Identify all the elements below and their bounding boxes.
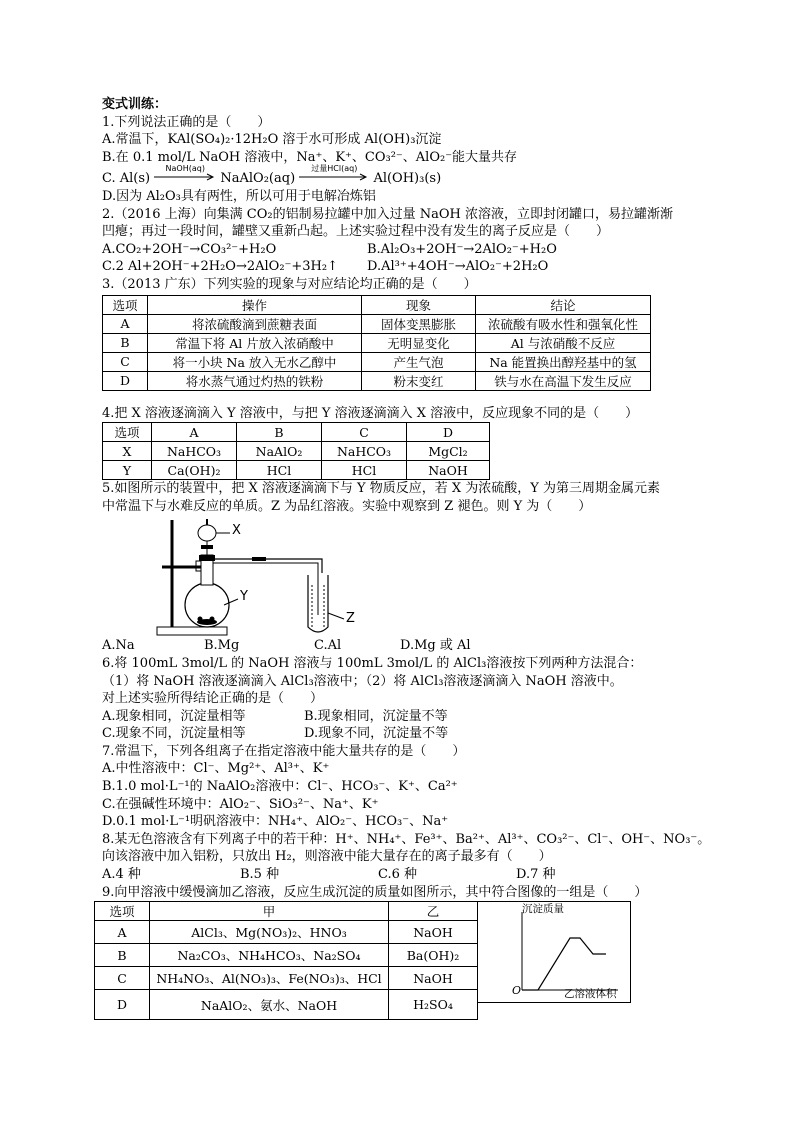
q1-c-post: Al(OH)₃(s) [373, 171, 442, 187]
table-cell: NaOH [407, 461, 490, 480]
q2-options-row2 [102, 258, 702, 276]
table-cell: NaHCO₃ [152, 442, 237, 461]
reaction-arrow-2 [299, 164, 369, 188]
q6-option-c: C.现象不同，沉淀量相等 [102, 726, 246, 742]
table-cell: Na₂CO₃、NH₄HCO₃、Na₂SO₄ [150, 944, 389, 967]
q2-option-d: D.Al³⁺+4OH⁻→AlO₂⁻+2H₂O [367, 259, 549, 275]
q7-option-b: B.1.0 mol·L⁻¹的 NaAlO₂溶液中：Cl⁻、HCO₃⁻、K⁺、Ca²⁺ [102, 779, 458, 795]
table-cell: NH₄NO₃、Al(NO₃)₃、Fe(NO₃)₃、HCl [150, 967, 389, 990]
table-cell: C [103, 352, 148, 371]
table-cell: 无明显变化 [362, 333, 476, 352]
q7-stem: 7.常温下，下列各组离子在指定溶液中能大量共存的是（ ） [102, 743, 466, 759]
q5-option-d: D.Mg 或 Al [400, 638, 471, 654]
table-header-row [103, 295, 651, 314]
label-x: X [232, 523, 241, 539]
q5-option-b: B.Mg [204, 638, 240, 654]
table-cell: H₂SO₄ [389, 990, 478, 1020]
table-header-cell: 结论 [476, 295, 651, 314]
table-cell: 将水蒸气通过灼热的铁粉 [148, 371, 362, 390]
q3-table [102, 295, 651, 391]
table-cell: 产生气泡 [362, 352, 476, 371]
table-cell: Y [103, 461, 152, 480]
table-cell: NaOH [389, 921, 478, 944]
table-cell: 将浓硫酸滴到蔗糖表面 [148, 314, 362, 333]
table-header-cell: 操作 [148, 295, 362, 314]
graph-origin: O [512, 984, 522, 998]
q5-option-a: A.Na [102, 638, 135, 654]
q6-options-row1 [102, 708, 702, 726]
worksheet [102, 96, 711, 1020]
table-header-cell: D [407, 423, 490, 442]
table-cell: NaOH [389, 967, 478, 990]
q2-option-c: C.2 Al+2OH⁻+2H₂O→2AlO₂⁻+3H₂↑ [102, 259, 338, 275]
label-y: Y [240, 589, 248, 605]
q8-stem-line1: 8.某无色溶液含有下列离子中的若干种：H⁺、NH₄⁺、Fe³⁺、Ba²⁺、Al³⁺、CO₃²⁻、Cl⁻、OH⁻、NO₃⁻。 [102, 831, 711, 847]
table-cell: 粉末变红 [362, 371, 476, 390]
table-header-cell: 选项 [103, 295, 148, 314]
q6-options-row2 [102, 725, 702, 743]
table-header-cell: 选项 [95, 902, 150, 921]
q1-c-mid: NaAlO₂(aq) [220, 171, 296, 187]
apparatus-figure [152, 515, 402, 637]
apparatus-diagram [152, 515, 402, 637]
q2-option-a: A.CO₂+2OH⁻→CO₃²⁻+H₂O [102, 241, 277, 257]
q1-option-b: B.在 0.1 mol/L NaOH 溶液中，Na⁺、K⁺、CO₃²⁻、AlO₂⁻能大量共存 [102, 149, 518, 165]
q2-stem-line1: 2.（2016 上海）向集满 CO₂的铝制易拉罐中加入过量 NaOH 浓溶液，立即封闭罐口，易拉罐渐渐 [102, 206, 673, 222]
table-cell: 将一小块 Na 放入无水乙醇中 [148, 352, 362, 371]
table-header-cell: 乙 [389, 902, 478, 921]
table-cell: AlCl₃、Mg(NO₃)₂、HNO₃ [150, 921, 389, 944]
q9-stem: 9.向甲溶液中缓慢滴加乙溶液，反应生成沉淀的质量如图所示，其中符合图像的一组是（ ） [102, 884, 648, 900]
q8-option-d: D.7 种 [516, 867, 556, 883]
table-cell: X [103, 442, 152, 461]
q2-option-b: B.Al₂O₃+2OH⁻→2AlO₂⁻+H₂O [367, 241, 557, 257]
table-header-cell: A [152, 423, 237, 442]
table-row [95, 967, 478, 990]
q1-option-a: A.常温下，KAl(SO₄)₂·12H₂O 溶于水可形成 Al(OH)₃沉淀 [102, 132, 442, 148]
table-cell: B [103, 333, 148, 352]
table-cell: NaAlO₂ [237, 442, 322, 461]
q9-content [94, 901, 702, 1020]
table-header-cell: 选项 [103, 423, 152, 442]
q5-stem-line1: 5.如图所示的装置中，把 X 溶液逐滴滴下与 Y 物质反应，若 X 为浓硫酸，Y 为第三周期金属元素 [102, 481, 661, 497]
table-cell: A [95, 921, 150, 944]
table-cell: 固体变黑膨胀 [362, 314, 476, 333]
q7-option-c: C.在强碱性环境中：AlO₂⁻、SiO₃²⁻、Na⁺、K⁺ [102, 796, 379, 812]
table-cell: MgCl₂ [407, 442, 490, 461]
graph-y-label: 沉淀质量 [522, 903, 564, 916]
q6-option-a: A.现象相同，沉淀量相等 [102, 708, 246, 724]
graph-x-label: 乙溶液体积 [564, 988, 617, 1001]
table-header-row [103, 423, 490, 442]
table-header-row [95, 902, 478, 921]
table-row [103, 333, 651, 352]
section-title: 变式训练： [102, 97, 168, 112]
table-cell: C [95, 967, 150, 990]
q9-table [94, 901, 478, 1020]
table-cell: D [95, 990, 150, 1020]
q6-stem-line2: （1）将 NaOH 溶液逐滴滴入 AlCl₃溶液中；（2）将 AlCl₃溶液逐滴滴入 NaOH 溶液中。 [102, 673, 623, 689]
q7-option-d: D.0.1 mol·L⁻¹明矾溶液中：NH₄⁺、AlO₂⁻、HCO₃⁻、Na⁺ [102, 814, 449, 830]
table-header-cell: 现象 [362, 295, 476, 314]
table-row [103, 352, 651, 371]
q1-option-c [102, 164, 702, 188]
q6-option-b: B.现象相同，沉淀量不等 [304, 708, 448, 724]
table-cell: Ca(OH)₂ [152, 461, 237, 480]
table-cell: NaAlO₂、氨水、NaOH [150, 990, 389, 1020]
arrow-2-label: 过量HCl(aq) [311, 164, 358, 174]
q1-c-pre: C. Al(s) [102, 171, 151, 187]
table-row [103, 442, 490, 461]
table-cell: HCl [322, 461, 407, 480]
q4-stem: 4.把 X 溶液逐滴滴入 Y 溶液中，与把 Y 溶液逐滴滴入 X 溶液中，反应现象不同的是（ ） [102, 405, 639, 421]
q6-option-d: D.现象不同，沉淀量不等 [304, 726, 449, 742]
table-header-cell: C [322, 423, 407, 442]
table-row [95, 921, 478, 944]
q8-option-a: A.4 种 [102, 867, 141, 883]
table-cell: B [95, 944, 150, 967]
table-cell: Ba(OH)₂ [389, 944, 478, 967]
table-cell: D [103, 371, 148, 390]
q2-stem-line2: 凹瘪；再过一段时间，罐壁又重新凸起。上述实验过程中没有发生的离子反应是（ ） [102, 224, 610, 240]
q8-stem-line2: 向该溶液中加入铝粉，只放出 H₂，则溶液中能大量存在的离子最多有（ ） [102, 849, 552, 865]
table-row [103, 461, 490, 480]
arrow-1-label: NaOH(aq) [165, 164, 205, 174]
table-row [95, 944, 478, 967]
table-cell: 铁与水在高温下发生反应 [476, 371, 651, 390]
q2-options-row1 [102, 241, 702, 259]
table-cell: 浓硫酸有吸水性和强氧化性 [476, 314, 651, 333]
label-z: Z [346, 611, 355, 627]
table-row [103, 371, 651, 390]
table-row [95, 990, 478, 1020]
table-cell: Al 与浓硝酸不反应 [476, 333, 651, 352]
table-cell: NaHCO₃ [322, 442, 407, 461]
table-row [103, 314, 651, 333]
q8-option-c: C.6 种 [378, 867, 418, 883]
q1-stem: 1.下列说法正确的是（ ） [102, 114, 271, 130]
q3-stem: 3.（2013 广东）下列实验的现象与对应结论均正确的是（ ） [102, 276, 477, 292]
q6-stem-line3: 对上述实验所得结论正确的是（ ） [102, 691, 324, 707]
reaction-arrow-1 [154, 164, 216, 188]
q1-option-d: D.因为 Al₂O₃具有两性，所以可用于电解冶炼铝 [102, 188, 376, 204]
q5-options [102, 637, 702, 655]
q4-table [102, 422, 490, 480]
table-cell: HCl [237, 461, 322, 480]
table-cell: A [103, 314, 148, 333]
table-header-cell: B [237, 423, 322, 442]
q5-stem-line2: 中常温下与水难反应的单质。Z 为品红溶液。实验中观察到 Z 褪色。则 Y 为（ ） [102, 498, 592, 514]
q6-stem-line1: 6.将 100mL 3mol/L 的 NaOH 溶液与 100mL 3mol/L 的 AlCl₃溶液按下列两种方法混合： [102, 655, 643, 671]
table-header-cell: 甲 [150, 902, 389, 921]
q8-option-b: B.5 种 [240, 867, 280, 883]
table-cell: Na 能置换出醇羟基中的氢 [476, 352, 651, 371]
q7-option-a: A.中性溶液中：Cl⁻、Mg²⁺、Al³⁺、K⁺ [102, 761, 330, 777]
precipitate-graph [477, 901, 631, 1003]
table-cell: 常温下将 Al 片放入浓硝酸中 [148, 333, 362, 352]
q8-options [102, 866, 702, 884]
q5-option-c: C.Al [314, 638, 342, 654]
